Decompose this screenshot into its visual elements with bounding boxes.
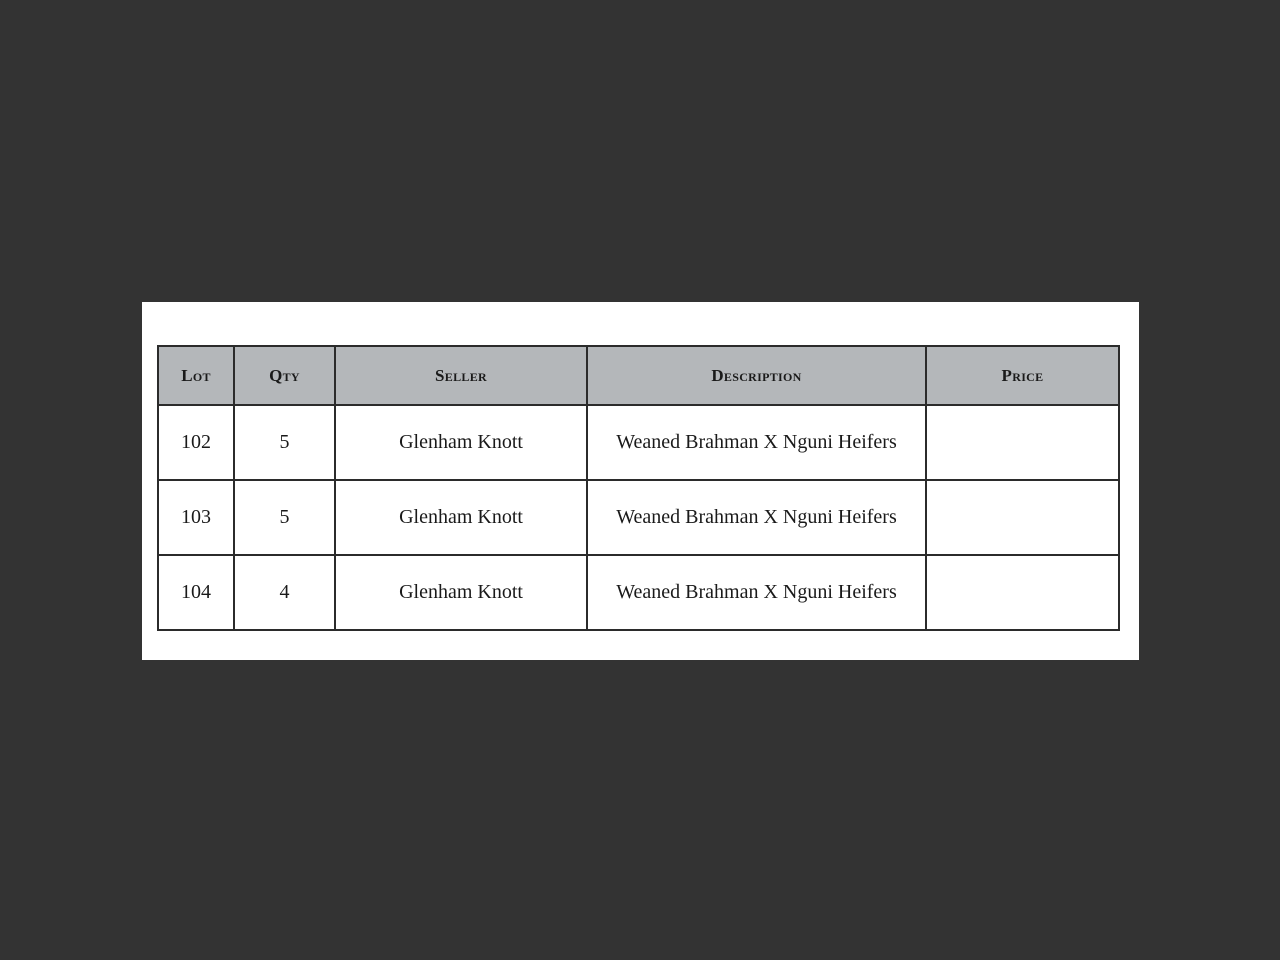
header-qty: Qty: [234, 346, 335, 405]
header-description: Description: [587, 346, 926, 405]
cell-lot: 104: [158, 555, 234, 630]
cell-price: [926, 405, 1119, 480]
table-row: [158, 405, 1119, 480]
cell-seller: Glenham Knott: [335, 480, 587, 555]
cell-seller: Glenham Knott: [335, 405, 587, 480]
cell-qty: 5: [234, 405, 335, 480]
header-lot: Lot: [158, 346, 234, 405]
cell-qty: 4: [234, 555, 335, 630]
cell-description: Weaned Brahman X Nguni Heifers: [587, 555, 926, 630]
cell-description: Weaned Brahman X Nguni Heifers: [587, 480, 926, 555]
header-seller: Seller: [335, 346, 587, 405]
cell-description: Weaned Brahman X Nguni Heifers: [587, 405, 926, 480]
cell-lot: 103: [158, 480, 234, 555]
cell-price: [926, 480, 1119, 555]
cell-price: [926, 555, 1119, 630]
table-header-row: [158, 346, 1119, 405]
header-price: Price: [926, 346, 1119, 405]
cell-lot: 102: [158, 405, 234, 480]
document-page: [142, 302, 1139, 660]
table-row: [158, 480, 1119, 555]
table-row: [158, 555, 1119, 630]
cell-seller: Glenham Knott: [335, 555, 587, 630]
cell-qty: 5: [234, 480, 335, 555]
lot-table: [157, 345, 1120, 631]
